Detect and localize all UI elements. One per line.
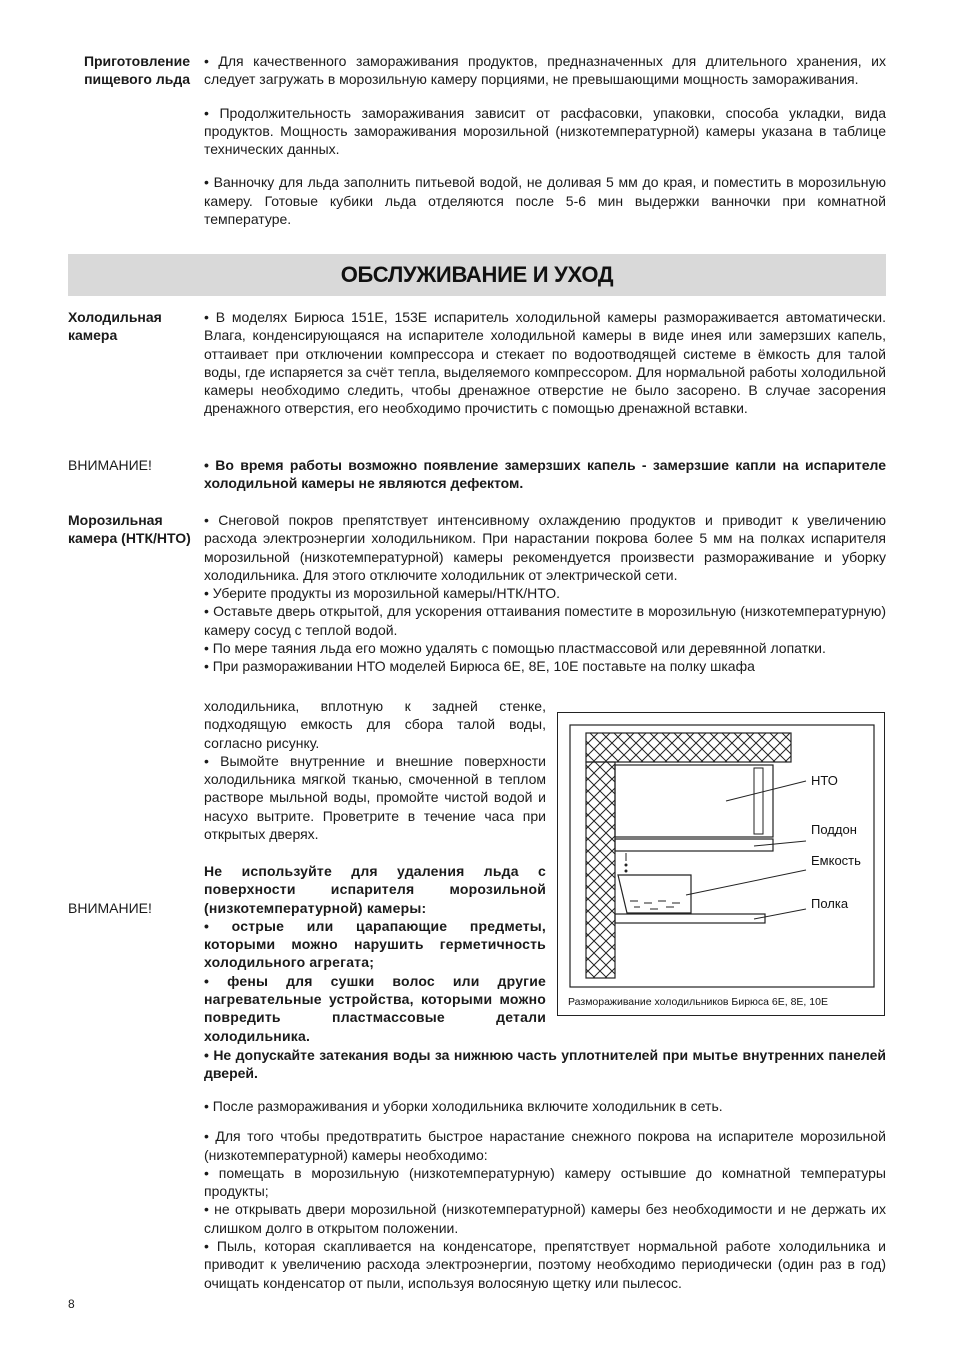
fridge-section-text: [204, 308, 886, 418]
container: [618, 875, 691, 913]
label-shelf: Полка: [811, 896, 849, 911]
paragraph: • Продолжительность замораживания зависит от расфасовки, упаковки, способа укладки, вида продуктов. Мощность замораживания морозильной (низкотемпературной) камеры указана в таблице технических данных.: [204, 104, 886, 158]
shelf: [615, 914, 765, 923]
paragraph: • При размораживании НТО моделей Бирюса 6Е, 8Е, 10Е поставьте на полку шкафа: [204, 658, 755, 675]
paragraph: • По мере таяния льда его можно удалять с помощью пластмассовой или деревянной лопатки.: [204, 640, 826, 657]
nto-compartment: [615, 765, 773, 837]
label-container: Емкость: [811, 853, 861, 868]
freezer-section-text: [204, 511, 886, 676]
ice-section-text: [204, 52, 886, 228]
nto-door-edge: [754, 768, 763, 834]
attention-label: ВНИМАНИЕ!: [68, 900, 152, 916]
page-number: 8: [68, 1297, 75, 1311]
meltwater: [630, 901, 680, 909]
attention-text: [204, 456, 886, 493]
paragraph: • помещать в морозильную (низкотемпературную) камеру остывшие до комнатной температуры продукты;: [204, 1164, 886, 1200]
insulation-top: [586, 733, 791, 762]
leader-line: [726, 781, 806, 801]
paragraph: • Снеговой покров препятствует интенсивному охлаждению продуктов и приводит к увеличению расхода электроэнергии холодильником. При нарастании покрова более 5 мм на полках испарителя морозильной (низкотемпературной) камеры рекомендуется произвести размораживание и уборку холодильника. Для этого отключите холодильник от электрической сети.: [204, 512, 886, 583]
figure-caption: Размораживание холодильников Бирюса 6Е, 8Е, 10Е: [568, 996, 828, 1008]
freezer-section-label: Морозильная камера (НТК/НТО): [68, 512, 191, 546]
section-heading-banner: [68, 254, 886, 296]
paragraph: • Оставьте дверь открытой, для ускорения оттаивания поместите в морозильную (низкотемпературную) камеру сосуд с теплой водой.: [204, 603, 886, 638]
leader-line: [754, 841, 806, 846]
page-title: ОБСЛУЖИВАНИЕ И УХОД: [340, 262, 614, 287]
attention-warning-text: [204, 862, 546, 1045]
paragraph: • Не допускайте затекания воды за нижнюю часть уплотнителей при мытье внутренних панелей дверей.: [204, 1047, 886, 1082]
paragraph: • Пыль, которая скапливается на конденсаторе, препятствует нормальной работе холодильника и приводит к увеличению расхода электроэнергии, поэтому необходимо периодически (один раз в год) очищать конденсатор от пыли, используя волосяную щетку или пылесос.: [204, 1238, 886, 1291]
paragraph: • не открывать двери морозильной (низкотемпературной) камеры без необходимости и не держать их слишком долго в открытом положении.: [204, 1201, 886, 1236]
insulation-left: [586, 762, 615, 978]
leader-line: [686, 870, 806, 895]
paragraph: • После размораживания и уборки холодильника включите холодильник в сеть.: [204, 1098, 723, 1114]
paragraph: • Ванночку для льда заполнить питьевой водой, не доливая 5 мм до края, и поместить в морозильную камеру. Готовые кубики льда отделяются после 5-6 мин выдержки ванночки при комнатной температуре.: [204, 174, 886, 228]
after-text: [204, 1097, 886, 1292]
defrost-figure: [557, 712, 885, 1016]
paragraph: • острые или царапающие предметы, которыми можно нарушить герметичность холодильного агрегата;: [204, 917, 546, 971]
freezer-narrow-text: [204, 697, 546, 843]
label-tray: Поддон: [811, 822, 857, 837]
paragraph: • Во время работы возможно появление замерзших капель - замерзшие капли на испарителе холодильной камеры не являются дефектом.: [204, 457, 886, 492]
attention-wide-text: [204, 1046, 886, 1083]
paragraph: • Вымойте внутренние и внешние поверхности холодильника мягкой тканью, смоченной в теплом растворе мыльной воды, промойте чистой водой и насухо вытрите. Проветрите в течение часа при открытых дверях.: [204, 752, 546, 843]
paragraph: холодильника, вплотную к задней стенке, подходящую емкость для сбора талой воды, согласно рисунку.: [204, 698, 546, 751]
paragraph: • Для того чтобы предотвратить быстрое нарастание снежного покрова на испарителе морозильной (низкотемпературной) камеры необходимо:: [204, 1128, 886, 1163]
water-drop: [625, 870, 628, 873]
defrost-diagram: [558, 713, 884, 1015]
fridge-section-label: Холодильная камера: [68, 309, 162, 343]
paragraph: • В моделях Бирюса 151Е, 153Е испаритель холодильной камеры размораживается автоматически. Влага, конденсирующаяся на испарителе холодильной камеры в виде инея или замерзших капель, оттаивает при отключении компрессора и стекает по водоотводящей системе в ёмкость для талой воды, где испаряется за счёт тепла, выделяемого компрессором. Для нормальной работы холодильной камеры необходимо следить, чтобы дренажное отверстие не было засорено. В случае засорения дренажного отверстия, его необходимо прочистить с помощью дренажной вставки.: [204, 309, 886, 417]
paragraph: • Для качественного замораживания продуктов, предназначенных для длительного хранения, их следует загружать в морозильную камеру порциями, не превышающими мощность замораживания.: [204, 53, 886, 88]
water-drop: [625, 864, 628, 867]
paragraph: • Уберите продукты из морозильной камеры/НТК/НТО.: [204, 585, 560, 602]
tray: [615, 839, 773, 851]
attention-label: ВНИМАНИЕ!: [68, 457, 152, 473]
paragraph: Не используйте для удаления льда с поверхности испарителя морозильной (низкотемпературной) камеры:: [204, 863, 546, 916]
ice-section-label: Приготовление пищевого льда: [83, 53, 190, 87]
paragraph: • фены для сушки волос или другие нагревательные устройства, которыми можно повредить пластмассовые детали холодильника.: [204, 972, 546, 1044]
label-nto: НТО: [811, 773, 838, 788]
